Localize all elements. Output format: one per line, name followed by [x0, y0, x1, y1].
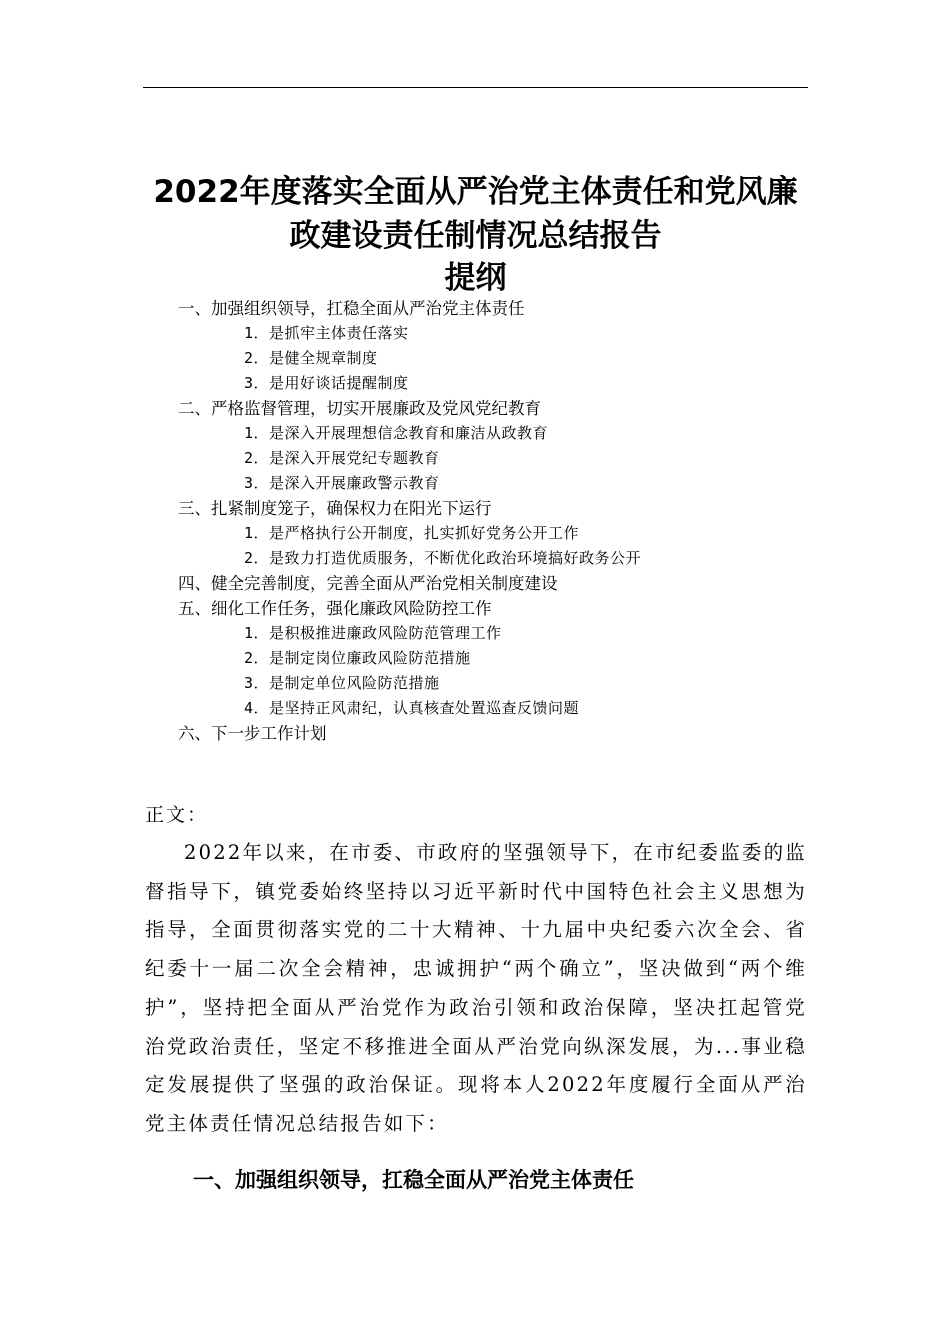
- outline-item: 2．是制定岗位廉政风险防范措施: [244, 649, 471, 667]
- outline-item: 3．是深入开展廉政警示教育: [244, 474, 440, 492]
- header-rule: [143, 87, 808, 88]
- outline-item: 1．是深入开展理想信念教育和廉洁从政教育: [244, 424, 549, 442]
- document-title-line-1: 2022年度落实全面从严治党主体责任和党风廉: [153, 174, 798, 210]
- document-title-line-2: 政建设责任制情况总结报告: [289, 218, 662, 254]
- outline-heading: 提纲: [444, 260, 507, 296]
- outline-item: 3．是制定单位风险防范措施: [244, 674, 440, 692]
- outline-section-6: 六、下一步工作计划: [178, 724, 327, 743]
- outline-item: 2．是致力打造优质服务，不断优化政治环境搞好政务公开: [244, 549, 642, 567]
- outline-section-4: 四、健全完善制度，完善全面从严治党相关制度建设: [178, 574, 558, 593]
- body-label: 正文：: [145, 804, 209, 826]
- outline-item: 1．是积极推进廉政风险防范管理工作: [244, 624, 502, 642]
- outline-section-1: 一、加强组织领导，扛稳全面从严治党主体责任: [178, 299, 525, 318]
- section-heading-1: 一、加强组织领导，扛稳全面从严治党主体责任: [193, 1168, 634, 1192]
- outline-item: 1．是抓牢主体责任落实: [244, 324, 409, 342]
- outline-item: 3．是用好谈话提醒制度: [244, 374, 409, 392]
- outline-section-5: 五、细化工作任务，强化廉政风险防控工作: [178, 599, 492, 618]
- outline-item: 2．是深入开展党纪专题教育: [244, 449, 440, 467]
- outline-item: 1．是严格执行公开制度，扎实抓好党务公开工作: [244, 524, 580, 542]
- outline-section-3: 三、扎紧制度笼子，确保权力在阳光下运行: [178, 499, 492, 518]
- outline-section-2: 二、严格监督管理，切实开展廉政及党风党纪教育: [178, 399, 541, 418]
- outline-item: 2．是健全规章制度: [244, 349, 378, 367]
- outline-item: 4．是坚持正风肃纪，认真核查处置巡查反馈问题: [244, 699, 580, 717]
- body-paragraph: 2022年以来，在市委、市政府的坚强领导下，在市纪委监委的监督指导下，镇党委始终坚持以习近平新时代中国特色社会主义思想为指导，全面贯彻落实党的二十大精神、十九届中央纪委六次全会、省纪委十一届二次全会精神，忠诚拥护“两个确立”，坚决做到“两个维护”，坚持把全面从严治党作为政治引领和政治保障，坚决扛起管党治党政治责任，坚定不移推进全面从严治党向纵深发展，为...事业稳定发展提供了坚强的政治保证。现将本人2022年度履行全面从严治党主体责任情况总结报告如下：: [145, 841, 807, 1135]
